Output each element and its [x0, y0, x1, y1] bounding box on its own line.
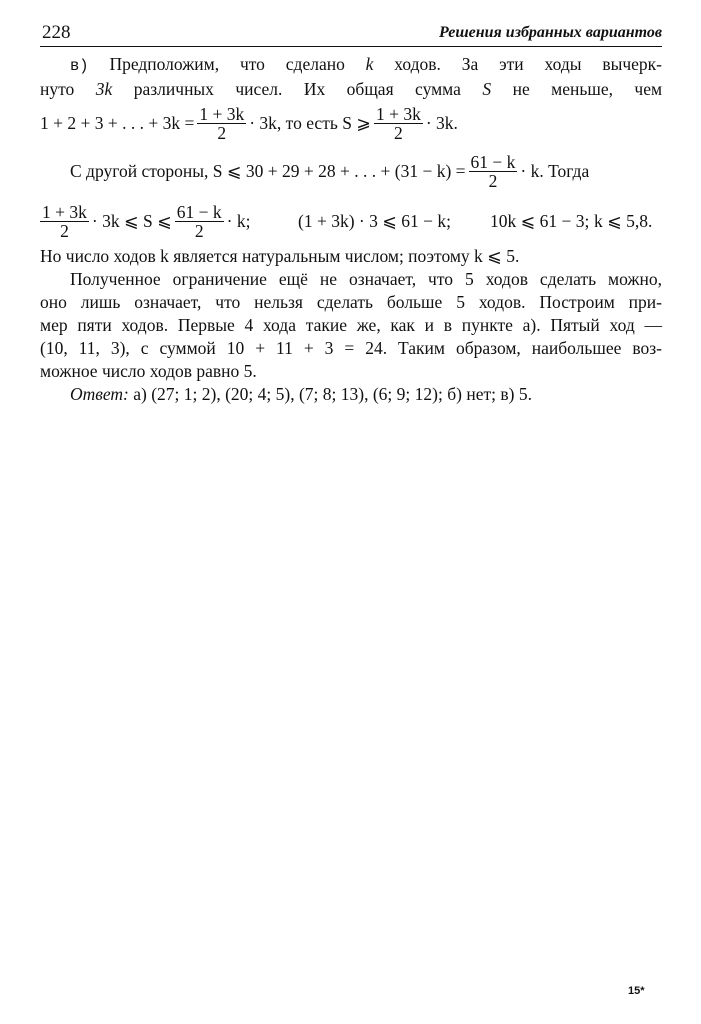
fraction-numerator: 1 + 3k — [199, 103, 245, 124]
fraction — [197, 105, 246, 142]
para4-line5 — [40, 360, 662, 383]
para3-text: Но число ходов k является натуральным числом; поэтому k ⩽ 5. — [40, 246, 520, 266]
formula-text: · 3k, то есть S ⩾ — [249, 112, 371, 133]
fraction-numerator: 1 + 3k — [42, 201, 87, 222]
para4-line1 — [40, 268, 662, 291]
book-page — [40, 20, 662, 406]
fraction-denominator: 2 — [60, 220, 69, 241]
fraction-denominator: 2 — [394, 122, 403, 143]
para4-line4 — [40, 337, 662, 360]
ineq-text-e: k ⩽ 5,8. — [594, 210, 653, 231]
para4-l3: мер пяти ходов. Первые 4 хода такие же, как и в пункте а). Пятый ход — — [40, 315, 662, 335]
answer-label: Ответ: — [70, 384, 129, 404]
para4-l1: Полученное ограничение ещё не означает, что 5 ходов сделать можно, — [70, 269, 662, 289]
para1-l2-b: различных чисел. Их общая сумма — [133, 79, 461, 99]
para4-line3 — [40, 314, 662, 337]
para1-line1 — [40, 53, 662, 78]
answer-line — [40, 383, 662, 406]
solution-text — [40, 53, 662, 406]
page-number: 228 — [42, 22, 71, 43]
inequality-line — [40, 199, 662, 243]
answer-text: а) (27; 1; 2), (20; 4; 5), (7; 8; 13), (6; 9; 12); б) нет; в) 5. — [133, 384, 532, 404]
var-s: S — [482, 79, 492, 99]
fraction-numerator: 61 − k — [176, 201, 222, 222]
para4-l2: оно лишь означает, что нельзя сделать больше 5 ходов. Построим при- — [40, 292, 662, 312]
fraction — [469, 153, 518, 190]
fraction — [175, 203, 224, 240]
fraction-denominator: 2 — [488, 170, 498, 191]
para2-line — [40, 149, 662, 193]
ineq-text-a: · 3k ⩽ S ⩽ — [91, 210, 172, 231]
para1-formula-line — [40, 101, 662, 145]
para1-l2-c: не меньше, чем — [512, 79, 663, 99]
running-title: Решения избранных вариантов — [439, 24, 662, 41]
para1-l1-a: Предположим, что сделано — [109, 54, 345, 74]
formula-text: · 3k. — [425, 112, 458, 133]
para4-l5: можное число ходов равно 5. — [40, 361, 257, 381]
ineq-text-b: · k; — [226, 210, 251, 231]
ineq-text-c: (1 + 3k) · 3 ⩽ 61 − k; — [298, 210, 451, 231]
var-k: k — [365, 54, 374, 74]
ineq-text-d: 10k ⩽ 61 − 3; — [490, 210, 590, 231]
para1-line2 — [40, 78, 662, 101]
running-head — [40, 20, 662, 47]
para4-l4: (10, 11, 3), с суммой 10 + 11 + 3 = 24. Таким образом, наибольшее воз- — [40, 338, 662, 358]
fraction-numerator: 1 + 3k — [375, 103, 421, 124]
para3-line — [40, 245, 662, 268]
part-marker: в) — [70, 57, 89, 75]
para2-text-b: · k. Тогда — [520, 160, 590, 181]
para4-line2 — [40, 291, 662, 314]
fraction — [374, 105, 423, 142]
fraction — [40, 203, 89, 240]
var-3k: 3k — [95, 79, 113, 99]
fraction-numerator: 61 − k — [470, 151, 516, 172]
fraction-denominator: 2 — [217, 122, 227, 143]
para2-text-a: С другой стороны, S ⩽ 30 + 29 + 28 + . . . + (31 − k) = — [70, 160, 466, 181]
fraction-denominator: 2 — [194, 220, 204, 241]
sum-expression: 1 + 2 + 3 + . . . + 3k = — [40, 112, 195, 133]
para1-l1-b: ходов. За эти ходы вычерк- — [394, 54, 662, 74]
para1-l2-a: нуто — [40, 79, 75, 99]
signature-mark: 15* — [628, 985, 645, 997]
